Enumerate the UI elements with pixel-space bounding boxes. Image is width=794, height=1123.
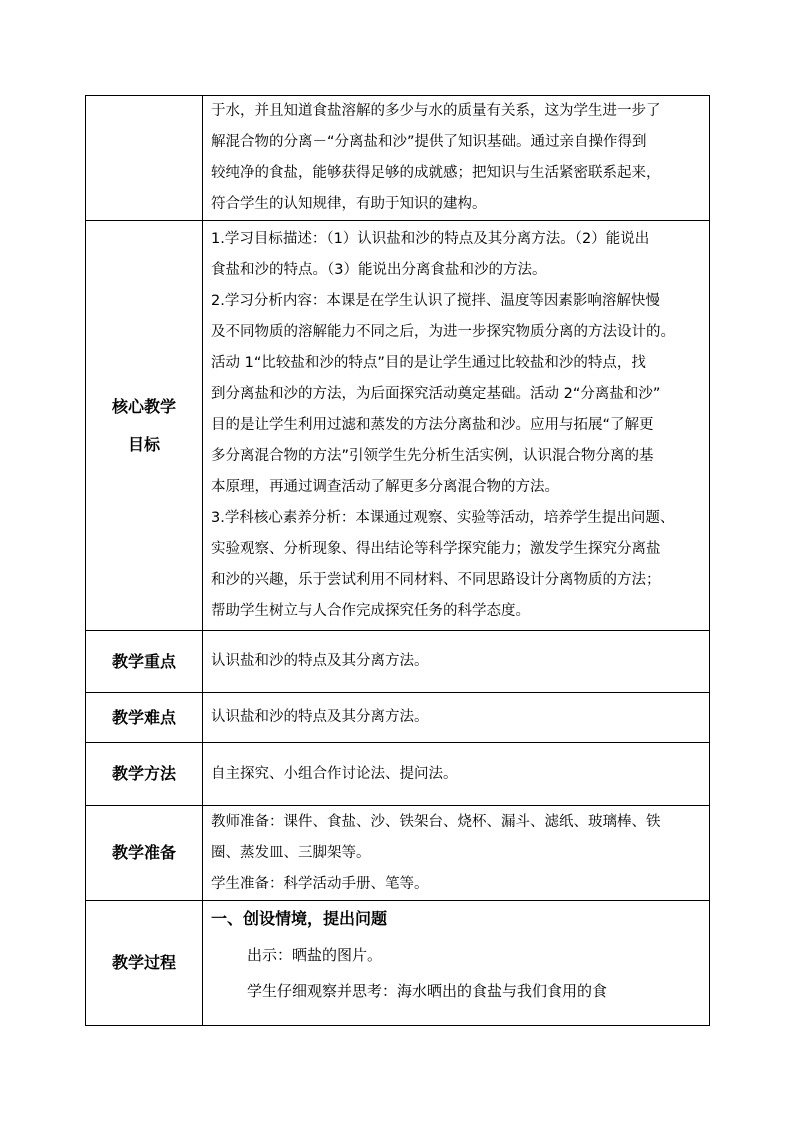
intro-content: [203, 96, 710, 221]
goals-line: 食盐和沙的特点。（3）能说出分离食盐和沙的方法。: [211, 262, 547, 278]
preparation-line: 教师准备：课件、食盐、沙、铁架台、烧杯、漏斗、滤纸、玻璃棒、铁: [211, 813, 661, 830]
row-core-goals: [86, 221, 710, 631]
goals-line: 活动 1“比较盐和沙的特点”目的是让学生通过比较盐和沙的特点，找: [211, 355, 646, 371]
core-goals-label-line2: 目标: [127, 434, 160, 454]
difficulties-label: 教学难点: [86, 693, 203, 743]
difficulties-text: 认识盐和沙的特点及其分离方法。: [211, 709, 429, 725]
intro-line: 解混合物的分离－“分离盐和沙”提供了知识基础。通过亲自操作得到: [211, 134, 647, 150]
intro-line: 符合学生的认知规律，有助于知识的建构。: [211, 196, 487, 212]
process-label: 教学过程: [86, 901, 203, 1026]
empty-label-cell: [86, 96, 203, 221]
process-line: 学生仔细观察并思考：海水晒出的食盐与我们食用的食: [247, 982, 608, 1000]
goals-line: 3.学科核心素养分析：本课通过观察、实验等活动，培养学生提出问题、: [211, 510, 675, 526]
methods-label: 教学方法: [86, 743, 203, 806]
row-difficulties: [86, 693, 710, 743]
goals-line: 实验观察、分析现象、得出结论等科学探究能力；激发学生探究分离盐: [211, 541, 661, 557]
process-heading: 一、创设情境，提出问题: [211, 909, 388, 928]
process-content: [203, 901, 710, 1026]
methods-content: [203, 743, 710, 806]
lesson-plan-table: [85, 95, 710, 1026]
goals-line: 本原理，再通过调查活动了解更多分离混合物的方法。: [211, 479, 559, 495]
row-methods: [86, 743, 710, 806]
key-points-text: 认识盐和沙的特点及其分离方法。: [211, 653, 429, 669]
goals-line: 及不同物质的溶解能力不同之后，为进一步探究物质分离的方法设计的。: [211, 324, 675, 340]
goals-line: 多分离混合物的方法”引领学生先分析生活实例，认识混合物分离的基: [211, 448, 654, 464]
core-goals-label: [86, 221, 203, 631]
goals-line: 2.学习分析内容：本课是在学生认识了搅拌、温度等因素影响溶解快慢: [211, 293, 660, 309]
row-process: [86, 901, 710, 1026]
preparation-label: 教学准备: [86, 806, 203, 901]
preparation-line: 圈、蒸发皿、三脚架等。: [211, 844, 371, 861]
row-preparation: [86, 806, 710, 901]
intro-line: 于水，并且知道食盐溶解的多少与水的质量有关系，这为学生进一步了: [211, 103, 661, 119]
process-line: 出示：晒盐的图片。: [247, 946, 383, 964]
goals-line: 目的是让学生利用过滤和蒸发的方法分离盐和沙。应用与拓展“了解更: [211, 417, 654, 433]
row-intro-continued: [86, 96, 710, 221]
preparation-content: [203, 806, 710, 901]
core-goals-label-line1: 核心教学: [111, 396, 176, 416]
key-points-label: 教学重点: [86, 631, 203, 693]
goals-line: 和沙的兴趣，乐于尝试利用不同材料、不同思路设计分离物质的方法；: [211, 572, 661, 588]
key-points-content: [203, 631, 710, 693]
goals-line: 帮助学生树立与人合作完成探究任务的科学态度。: [211, 603, 530, 619]
methods-text: 自主探究、小组合作讨论法、提问法。: [211, 765, 458, 782]
goals-line: 到分离盐和沙的方法，为后面探究活动奠定基础。活动 2“分离盐和沙”: [211, 386, 661, 402]
difficulties-content: [203, 693, 710, 743]
core-goals-content: [203, 221, 710, 631]
intro-line: 较纯净的食盐，能够获得足够的成就感；把知识与生活紧密联系起来，: [211, 165, 661, 181]
preparation-line: 学生准备：科学活动手册、笔等。: [211, 875, 429, 892]
row-key-points: [86, 631, 710, 693]
goals-line: 1.学习目标描述：（1）认识盐和沙的特点及其分离方法。（2）能说出: [211, 231, 650, 247]
